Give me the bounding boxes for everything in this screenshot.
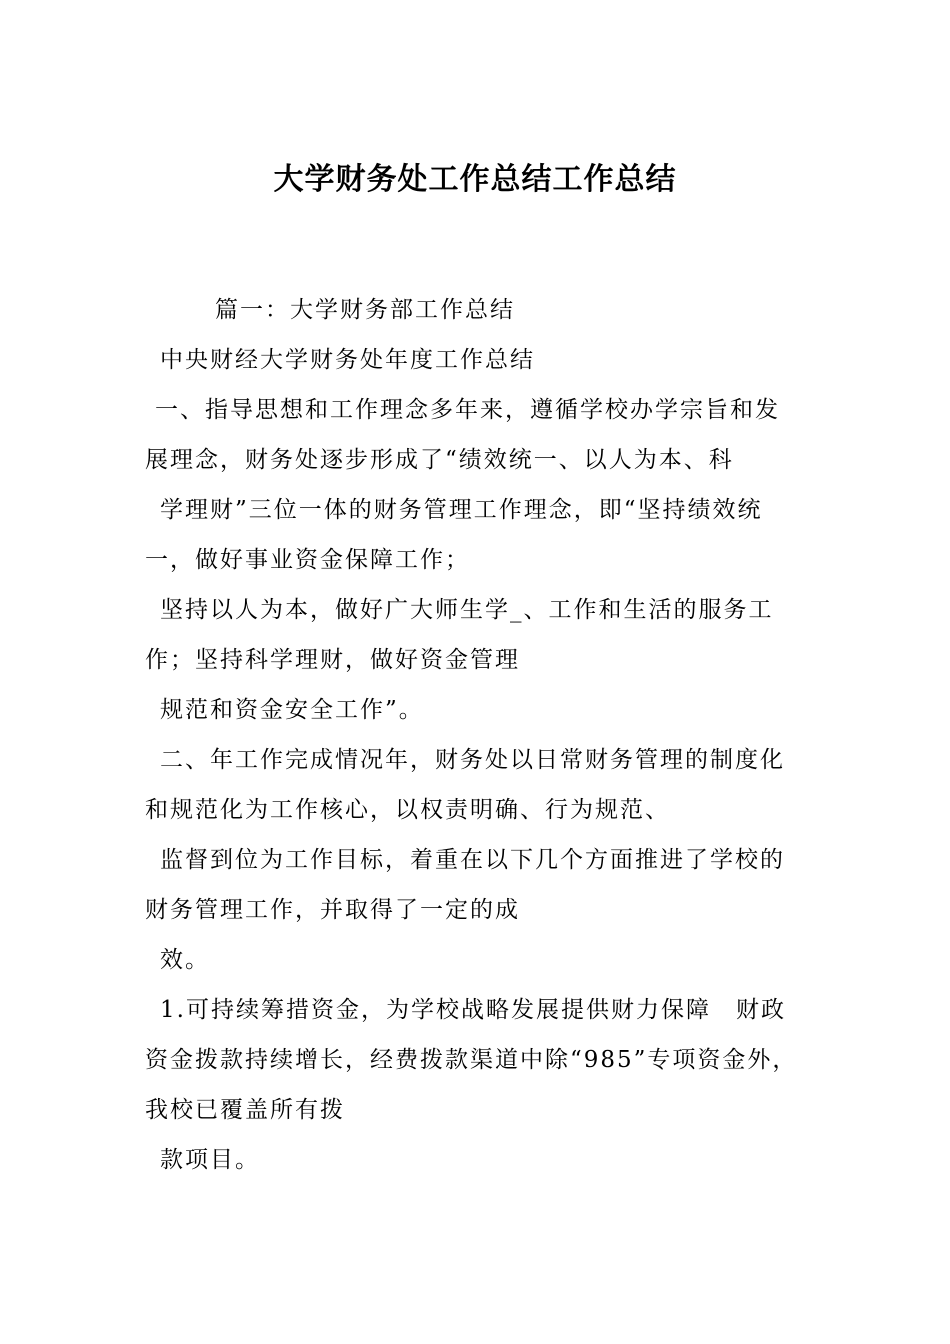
paragraph-line: 1.可持续筹措资金，为学校战略发展提供财力保障 财政 (160, 997, 786, 1023)
paragraph-line: 监督到位为工作目标，着重在以下几个方面推进了学校的 (160, 847, 785, 873)
paragraph-line: 款项目。 (160, 1147, 260, 1173)
paragraph-line: 效。 (160, 947, 210, 973)
paragraph-line: 二、年工作完成情况年，财务处以日常财务管理的制度化 (160, 747, 785, 773)
document-title: 大学财务处工作总结工作总结 (273, 162, 677, 197)
document-body (145, 285, 825, 1185)
paragraph-line: 和规范化为工作核心，以权责明确、行为规范、 (145, 797, 670, 823)
section-heading: 篇一：大学财务部工作总结 (215, 297, 515, 323)
paragraph-line: 展理念，财务处逐步形成了“绩效统一、以人为本、科 (145, 447, 734, 473)
paragraph-line: 坚持以人为本，做好广大师生学_、工作和生活的服务工 (160, 597, 774, 623)
paragraph-line: 资金拨款持续增长，经费拨款渠道中除“985”专项资金外， (145, 1047, 798, 1073)
paragraph-line: 规范和资金安全工作”。 (160, 697, 424, 723)
paragraph-line: 作；坚持科学理财，做好资金管理 (145, 647, 520, 673)
paragraph-line: 财务管理工作，并取得了一定的成 (145, 897, 520, 923)
report-heading: 中央财经大学财务处年度工作总结 (160, 347, 535, 373)
paragraph-line: 我校已覆盖所有拨 (145, 1097, 345, 1123)
paragraph-line: 一、指导思想和工作理念多年来，遵循学校办学宗旨和发 (155, 397, 780, 423)
paragraph-line: 学理财”三位一体的财务管理工作理念，即“坚持绩效统 (160, 497, 763, 523)
paragraph-line: 一，做好事业资金保障工作； (145, 547, 470, 573)
